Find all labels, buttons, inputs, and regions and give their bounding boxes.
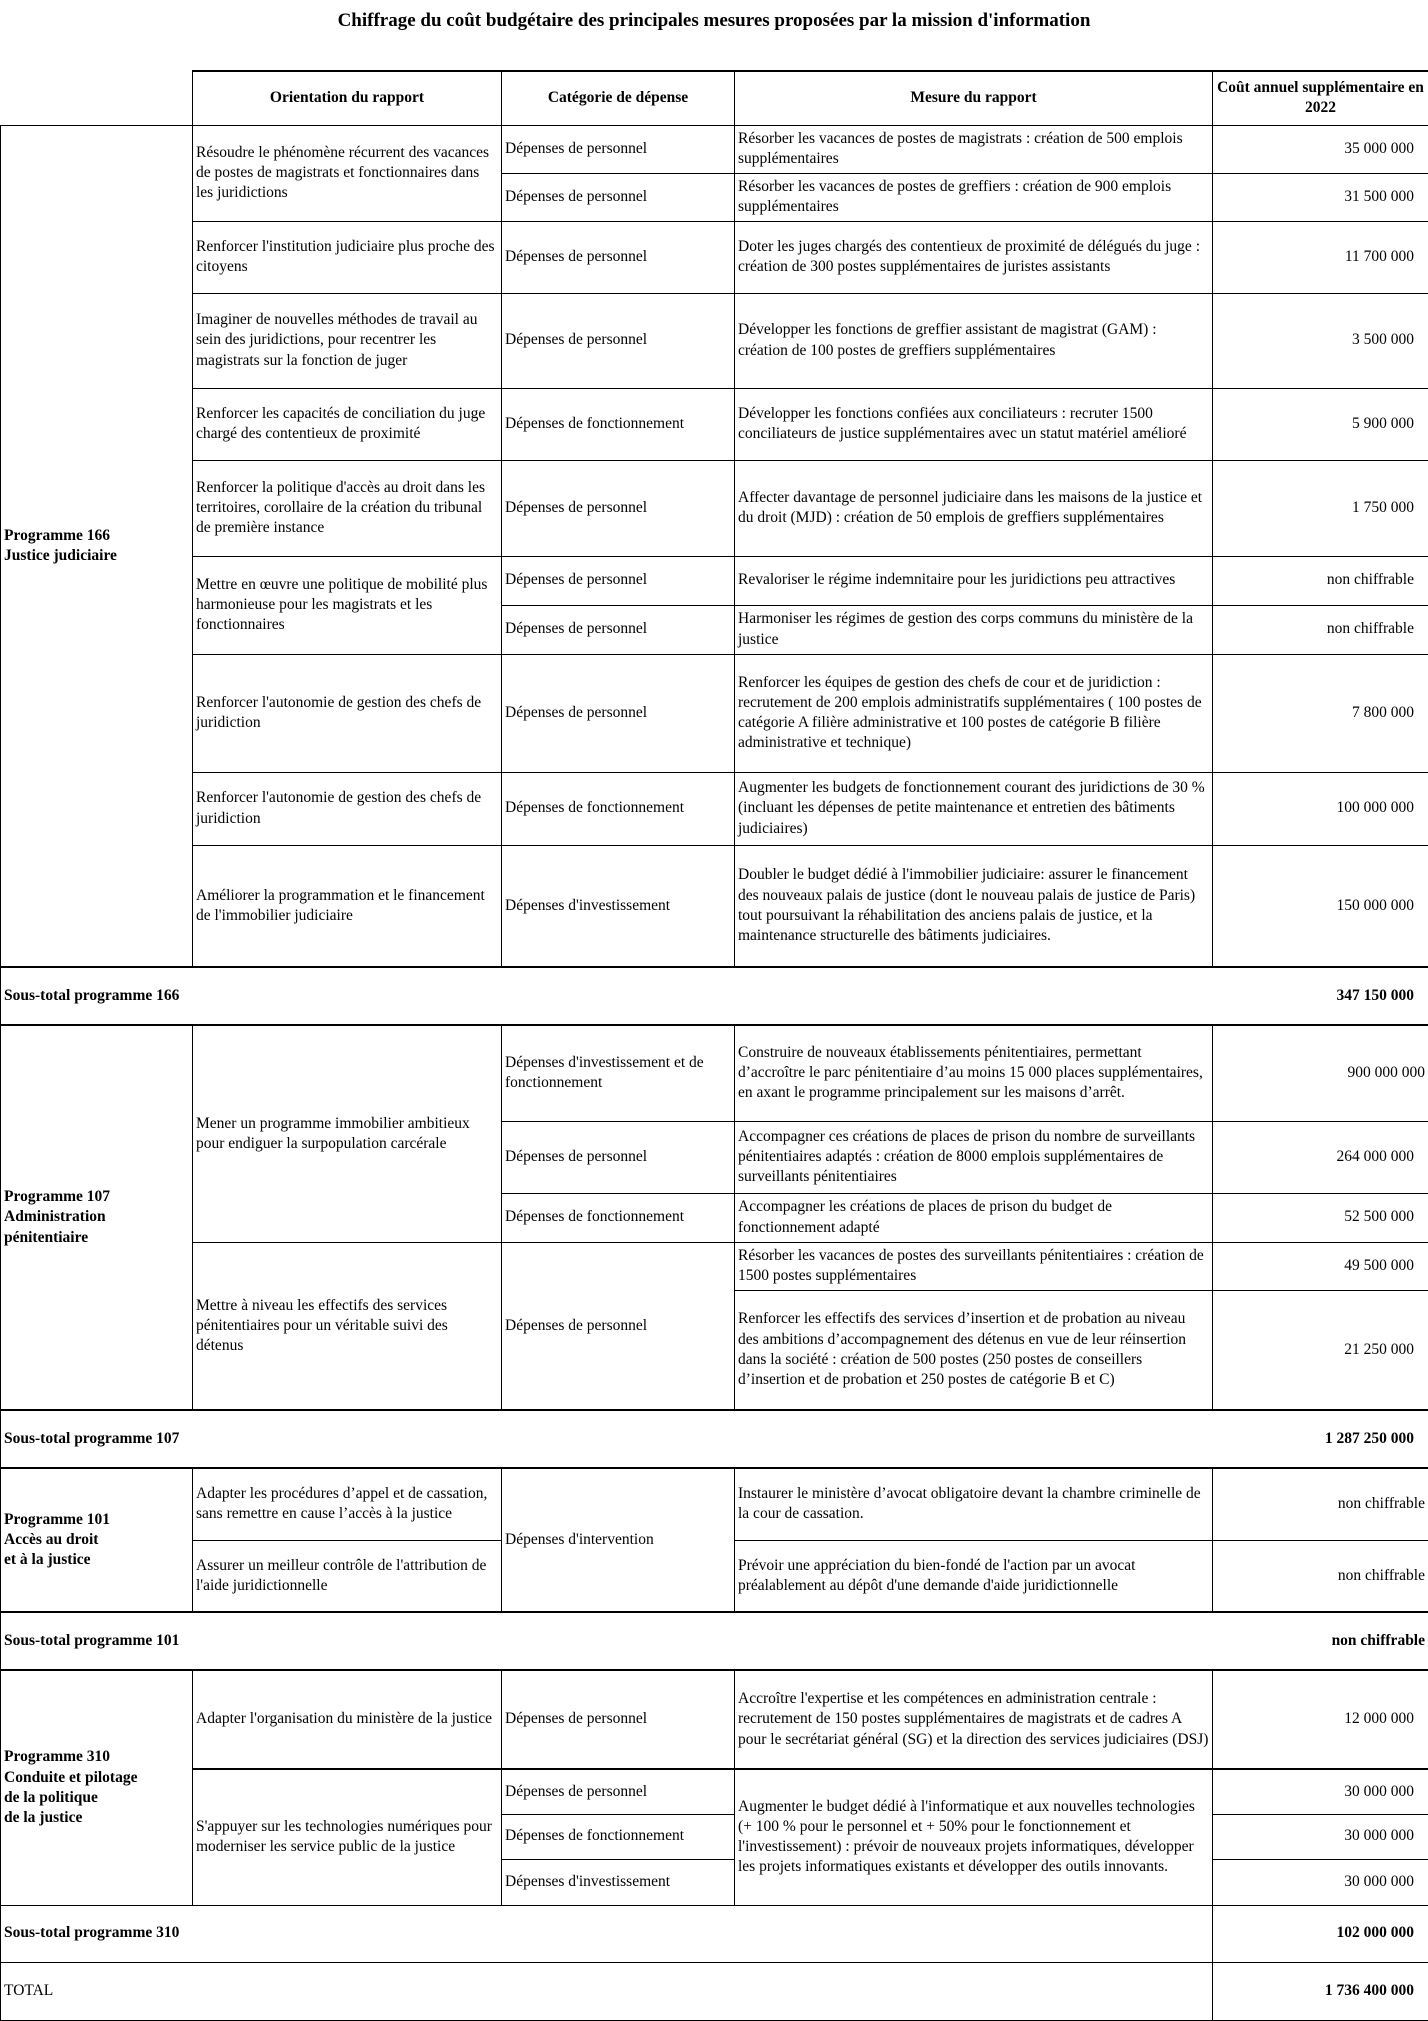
mesure-cell: Augmenter les budgets de fonctionnement courant des juridictions de 30 % (incluant les dépenses de petite maintenance et entretien des bâtiments judiciaires) (735, 772, 1213, 845)
categorie-cell: Dépenses de personnel (502, 1670, 735, 1769)
cout-cell: 3 500 000 (1213, 293, 1428, 388)
subtotal-value: 347 150 000 (1213, 967, 1428, 1025)
mesure-cell: Harmoniser les régimes de gestion des corps communs du ministère de la justice (735, 605, 1213, 654)
categorie-cell: Dépenses de personnel (502, 605, 735, 654)
orientation-cell: Renforcer l'institution judiciaire plus proche des citoyens (193, 221, 502, 293)
programme-label-line: de la politique (4, 1789, 98, 1806)
orientation-cell: Assurer un meilleur contrôle de l'attribution de l'aide juridictionnelle (193, 1540, 502, 1612)
cout-cell: 900 000 000 (1213, 1025, 1428, 1121)
cout-cell: 49 500 000 (1213, 1242, 1428, 1290)
programme-label-line: Programme 310 (4, 1748, 110, 1765)
categorie-cell: Dépenses de personnel (502, 1242, 735, 1410)
table-row (1, 1025, 1428, 1121)
total-value: 1 736 400 000 (1213, 1962, 1428, 2020)
cout-cell: 11 700 000 (1213, 221, 1428, 293)
empty-header-cell (1, 71, 193, 125)
table-row (1, 845, 1428, 967)
cout-cell: 5 900 000 (1213, 388, 1428, 460)
orientation-cell: Imaginer de nouvelles méthodes de travail au sein des juridictions, pour recentrer les magistrats sur la fonction de juger (193, 293, 502, 388)
orientation-cell: Mettre à niveau les effectifs des services pénitentiaires pour un véritable suivi des détenus (193, 1242, 502, 1410)
mesure-cell: Accompagner ces créations de places de prison du nombre de surveillants pénitentiaires adaptés : création de 8000 emplois supplémentaires de surveillants pénitentiaires (735, 1121, 1213, 1193)
table-row (1, 772, 1428, 845)
mesure-cell: Accroître l'expertise et les compétences en administration centrale : recrutement de 150 postes supplémentaires de magistrats et de cadres A pour le secrétariat général (SG) et la direction des services judiciaires (DSJ) (735, 1670, 1213, 1769)
programme-label-line: et à la justice (4, 1551, 91, 1568)
header-cout: Coût annuel supplémentaire en 2022 (1213, 71, 1428, 125)
mesure-cell: Résorber les vacances de postes de magistrats : création de 500 emplois supplémentaires (735, 125, 1213, 173)
subtotal-row-310 (1, 1905, 1428, 1962)
mesure-cell: Développer les fonctions confiées aux conciliateurs : recruter 1500 conciliateurs de justice supplémentaires avec un statut matériel amélioré (735, 388, 1213, 460)
orientation-cell: Mener un programme immobilier ambitieux pour endiguer la surpopulation carcérale (193, 1025, 502, 1242)
cout-cell: 21 250 000 (1213, 1290, 1428, 1410)
categorie-cell: Dépenses de personnel (502, 460, 735, 556)
mesure-cell: Renforcer les équipes de gestion des chefs de cour et de juridiction : recrutement de 200 emplois administratifs supplémentaires ( 100 postes de catégorie A filière administrative et 100 postes de catégorie B filière administrative et technique) (735, 654, 1213, 772)
subtotal-value: 1 287 250 000 (1213, 1410, 1428, 1468)
mesure-cell: Doter les juges chargés des contentieux de proximité de délégués du juge : création de 300 postes supplémentaires de juristes assistants (735, 221, 1213, 293)
table-row (1, 556, 1428, 605)
categorie-cell: Dépenses d'investissement et de fonctionnement (502, 1025, 735, 1121)
programme-label-line: Conduite et pilotage (4, 1769, 137, 1786)
orientation-cell: Améliorer la programmation et le financement de l'immobilier judiciaire (193, 845, 502, 967)
categorie-cell: Dépenses de personnel (502, 556, 735, 605)
mesure-cell: Doubler le budget dédié à l'immobilier judiciaire: assurer le financement des nouveaux palais de justice (dont le nouveau palais de justice de Paris) tout poursuivant la réhabilitation des anciens palais de justice, et la maintenance structurelle des bâtiments judiciaires. (735, 845, 1213, 967)
table-row (1, 1670, 1428, 1769)
programme-label-line: pénitentiaire (4, 1229, 88, 1246)
categorie-cell: Dépenses de personnel (502, 173, 735, 221)
orientation-cell: Renforcer la politique d'accès au droit dans les territoires, corollaire de la création du tribunal de première instance (193, 460, 502, 556)
categorie-cell: Dépenses d'investissement (502, 1859, 735, 1905)
categorie-cell: Dépenses d'investissement (502, 845, 735, 967)
orientation-cell: Mettre en œuvre une politique de mobilité plus harmonieuse pour les magistrats et les fonctionnaires (193, 556, 502, 654)
header-mesure: Mesure du rapport (735, 71, 1213, 125)
subtotal-value: non chiffrable (1213, 1612, 1428, 1670)
subtotal-row-166 (1, 967, 1428, 1025)
mesure-cell: Résorber les vacances de postes des surveillants pénitentiaires : création de 1500 postes supplémentaires (735, 1242, 1213, 1290)
mesure-cell: Affecter davantage de personnel judiciaire dans les maisons de la justice et du droit (MJD) : création de 50 emplois de greffiers supplémentaires (735, 460, 1213, 556)
cout-cell: 52 500 000 (1213, 1193, 1428, 1242)
cout-cell: non chiffrable (1213, 1468, 1428, 1540)
subtotal-row-107 (1, 1410, 1428, 1468)
table-row (1, 654, 1428, 772)
cout-cell: 7 800 000 (1213, 654, 1428, 772)
categorie-cell: Dépenses de fonctionnement (502, 1814, 735, 1859)
categorie-cell: Dépenses de personnel (502, 1121, 735, 1193)
programme-label-line: de la justice (4, 1809, 82, 1826)
categorie-cell: Dépenses d'intervention (502, 1468, 735, 1612)
cout-cell: 264 000 000 (1213, 1121, 1428, 1193)
orientation-cell: Renforcer les capacités de conciliation du juge chargé des contentieux de proximité (193, 388, 502, 460)
total-row (1, 1962, 1428, 2020)
mesure-cell: Construire de nouveaux établissements pénitentiaires, permettant d’accroître le parc pénitentiaire d’au moins 15 000 places supplémentaires, en axant le programme principalement sur les maisons d’arrêt. (735, 1025, 1213, 1121)
categorie-cell: Dépenses de personnel (502, 125, 735, 173)
programme-310-label (1, 1670, 193, 1905)
categorie-cell: Dépenses de personnel (502, 654, 735, 772)
table-row (1, 293, 1428, 388)
categorie-cell: Dépenses de fonctionnement (502, 388, 735, 460)
header-categorie: Catégorie de dépense (502, 71, 735, 125)
subtotal-label: Sous-total programme 101 (1, 1612, 1213, 1670)
table-row (1, 460, 1428, 556)
table-row (1, 1769, 1428, 1814)
cout-cell: non chiffrable (1213, 605, 1428, 654)
budget-table (0, 70, 1428, 2021)
categorie-cell: Dépenses de personnel (502, 293, 735, 388)
header-orientation: Orientation du rapport (193, 71, 502, 125)
mesure-cell: Accompagner les créations de places de prison du budget de fonctionnement adapté (735, 1193, 1213, 1242)
mesure-cell: Résorber les vacances de postes de greffiers : création de 900 emplois supplémentaires (735, 173, 1213, 221)
table-row (1, 1468, 1428, 1540)
programme-label-line: Administration (4, 1208, 106, 1225)
programme-107-label (1, 1025, 193, 1410)
cout-cell: 35 000 000 (1213, 125, 1428, 173)
cout-cell: 150 000 000 (1213, 845, 1428, 967)
cout-cell: 30 000 000 (1213, 1859, 1428, 1905)
mesure-cell: Développer les fonctions de greffier assistant de magistrat (GAM) : création de 100 postes de greffiers supplémentaires (735, 293, 1213, 388)
cout-cell: 1 750 000 (1213, 460, 1428, 556)
header-row (1, 71, 1428, 125)
page-title: Chiffrage du coût budgétaire des principales mesures proposées par la mission d'information (0, 10, 1428, 32)
categorie-cell: Dépenses de personnel (502, 1769, 735, 1814)
mesure-cell: Revaloriser le régime indemnitaire pour les juridictions peu attractives (735, 556, 1213, 605)
cout-cell: 12 000 000 (1213, 1670, 1428, 1769)
orientation-cell: Renforcer l'autonomie de gestion des chefs de juridiction (193, 772, 502, 845)
cout-cell: 100 000 000 (1213, 772, 1428, 845)
cout-cell: non chiffrable (1213, 1540, 1428, 1612)
table-row (1, 125, 1428, 173)
subtotal-label: Sous-total programme 166 (1, 967, 1213, 1025)
programme-label-line: Programme 166 (4, 527, 110, 544)
orientation-cell: Adapter les procédures d’appel et de cassation, sans remettre en cause l’accès à la justice (193, 1468, 502, 1540)
categorie-cell: Dépenses de personnel (502, 221, 735, 293)
cout-cell: 30 000 000 (1213, 1814, 1428, 1859)
mesure-cell: Renforcer les effectifs des services d’insertion et de probation au niveau des ambitions d’accompagnement des détenus en vue de leur réinsertion dans la société : création de 500 postes (250 postes de conseillers d’insertion et de probation et 250 postes de catégorie B et C) (735, 1290, 1213, 1410)
orientation-cell: Adapter l'organisation du ministère de la justice (193, 1670, 502, 1769)
table-row (1, 1242, 1428, 1290)
programme-label-line: Accès au droit (4, 1531, 98, 1548)
subtotal-row-101 (1, 1612, 1428, 1670)
programme-101-label (1, 1468, 193, 1612)
mesure-cell: Prévoir une appréciation du bien-fondé de l'action par un avocat préalablement au dépôt d'une demande d'aide juridictionnelle (735, 1540, 1213, 1612)
subtotal-value: 102 000 000 (1213, 1905, 1428, 1962)
programme-166-label (1, 125, 193, 967)
subtotal-label: Sous-total programme 107 (1, 1410, 1213, 1468)
table-row (1, 221, 1428, 293)
subtotal-label: Sous-total programme 310 (1, 1905, 1213, 1962)
mesure-cell: Augmenter le budget dédié à l'informatique et aux nouvelles technologies (+ 100 % pour le personnel et + 50% pour le fonctionnement et l'investissement) : prévoir de nouveaux projets informatiques, développer les projets informatiques existants et développer des outils innovants. (735, 1769, 1213, 1905)
orientation-cell: Renforcer l'autonomie de gestion des chefs de juridiction (193, 654, 502, 772)
table-row (1, 388, 1428, 460)
categorie-cell: Dépenses de fonctionnement (502, 772, 735, 845)
total-label: TOTAL (1, 1962, 1213, 2020)
mesure-cell: Instaurer le ministère d’avocat obligatoire devant la chambre criminelle de la cour de cassation. (735, 1468, 1213, 1540)
programme-label-line: Justice judiciaire (4, 547, 117, 564)
programme-label-line: Programme 107 (4, 1188, 110, 1205)
programme-label-line: Programme 101 (4, 1511, 110, 1528)
cout-cell: 31 500 000 (1213, 173, 1428, 221)
cout-cell: 30 000 000 (1213, 1769, 1428, 1814)
orientation-cell: Résoudre le phénomène récurrent des vacances de postes de magistrats et fonctionnaires dans les juridictions (193, 125, 502, 221)
cout-cell: non chiffrable (1213, 556, 1428, 605)
categorie-cell: Dépenses de fonctionnement (502, 1193, 735, 1242)
orientation-cell: S'appuyer sur les technologies numériques pour moderniser les service public de la justice (193, 1769, 502, 1905)
